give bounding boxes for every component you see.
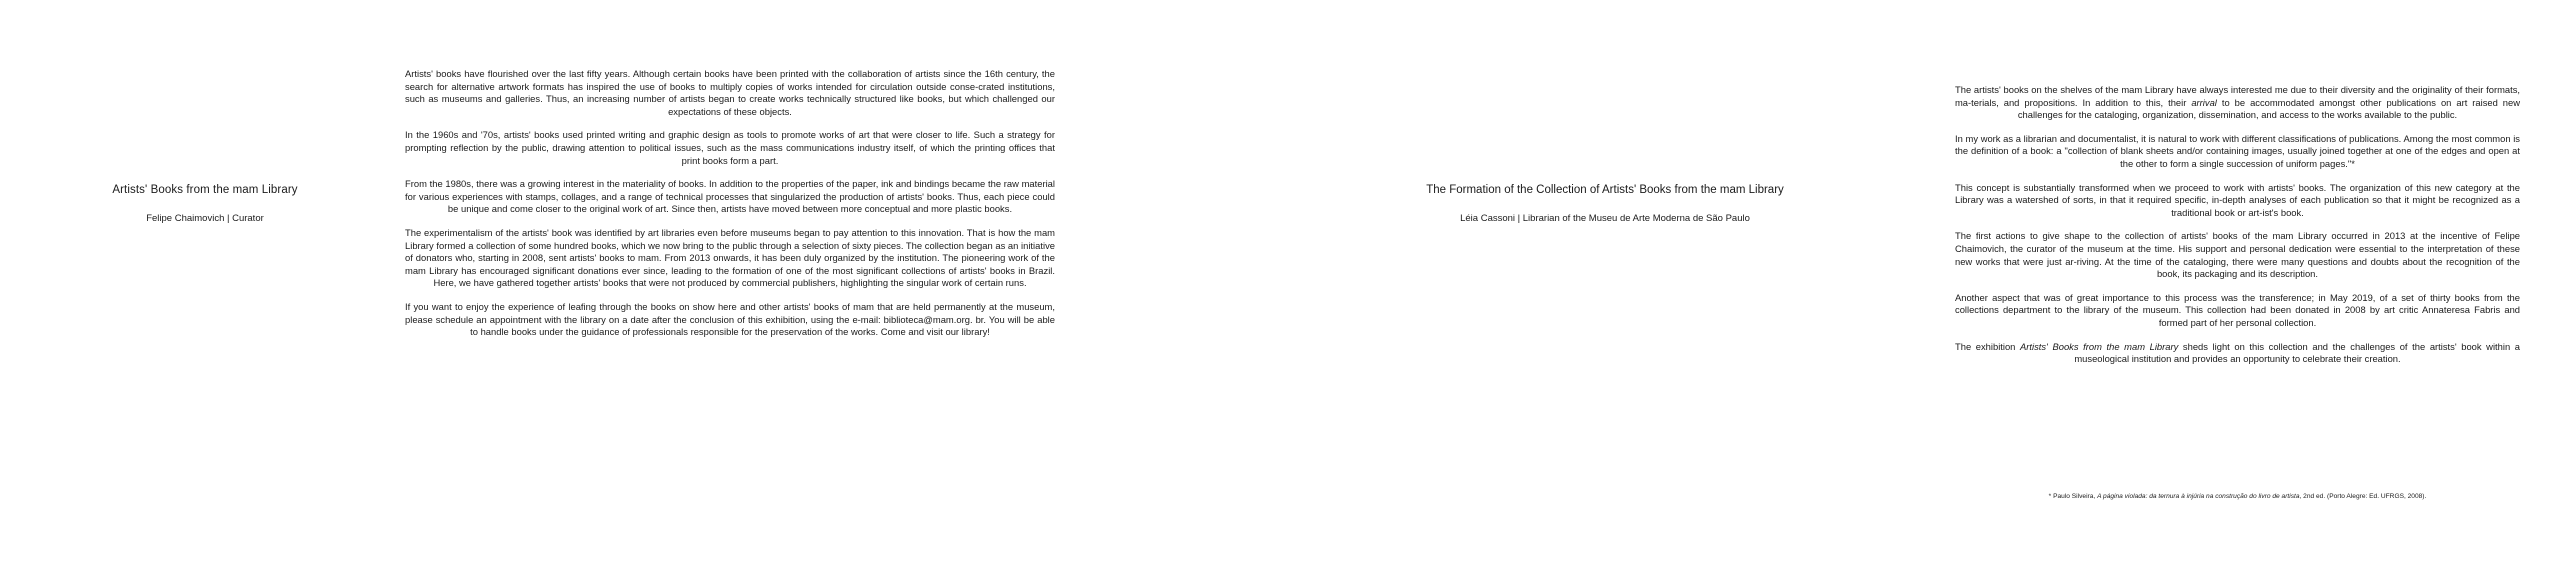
right-panel-title: The Formation of the Collection of Artists' Books from the mam Library <box>1426 184 1784 196</box>
right-paragraph-5: Another aspect that was of great importance to this process was the transference; in May 2019, of a set of thirty books from the collections department to the library of the museum. This collection had been donated in 2008 by art critic Annateresa Fabris and formed part of her personal collection. <box>1955 291 2520 328</box>
center-essay-column <box>405 68 1055 350</box>
right-paragraph-6: The exhibition Artists' Books from the mam Library sheds light on this collection and the challenges of the artists' book within a museological institution and provides an opportunity to celebrate their creation. <box>1955 340 2520 365</box>
left-panel-title: Artists' Books from the mam Library <box>112 184 298 196</box>
left-title-block <box>40 182 370 226</box>
right-paragraph-3: This concept is substantially transformed when we proceed to work with artists' books. The organization of this new category at the Library was a watershed of sorts, in that it required specific, in-depth analyses of each publication so that it might be recognized as a traditional book or art-ist's book. <box>1955 181 2520 218</box>
right-panel-author: Léia Cassoni | Librarian of the Museu de Arte Moderna de São Paulo <box>1460 213 1750 224</box>
right-paragraph-4: The first actions to give shape to the collection of artists' books of the mam Library occurred in 2013 at the incentive of Felipe Chaimovich, the curator of the museum at the time. His support and personal dedication were essential to the interpretation of these new works that were just ar-riving. At the time of the cataloging, there were many questions and doubts about the recognition of the book, its packaging and its description. <box>1955 230 2520 280</box>
center-paragraph-2: In the 1960s and '70s, artists' books used printed writing and graphic design as tools to promote works of art that were closer to life. Such a strategy for prompting reflection by the public, drawing attention to political issues, such as the mass communications industry itself, of which the printing offices that print books form a part. <box>405 129 1055 166</box>
left-panel-author: Felipe Chaimovich | Curator <box>146 213 264 224</box>
right-essay-column <box>1955 84 2520 377</box>
center-paragraph-5: If you want to enjoy the experience of leafing through the books on show here and other artists' books of mam that are held permanently at the museum, please schedule an appointment with the library on a date after the conclusion of this exhibition, using the e-mail: biblioteca@mam.org. br. You will be able to handle books under the guidance of professionals responsible for the preservation of the works. Come and visit our library! <box>405 300 1055 338</box>
center-paragraph-3: From the 1980s, there was a growing interest in the materiality of books. In addition to the properties of the paper, ink and bindings became the raw material for various experiences with stamps, collages, and a range of technical processes that singularized the production of artists' books. Thus, each piece could be unique and come closer to the original work of art. Since then, artists have moved between more conceptual and more plastic books. <box>405 178 1055 215</box>
right-title-block <box>1275 182 1935 226</box>
footnote-marker: * <box>2048 493 2052 500</box>
center-paragraph-1: Artists' books have flourished over the last fifty years. Although certain books have been printed with the collaboration of artists since the 16th century, the search for alternative artwork formats has inspired the use of books to multiply copies of works intended for circulation outside conse-crated institutions, such as museums and galleries. Thus, an increasing number of artists began to create works technically structured like books, but which challenged our expectations of these objects. <box>405 68 1055 117</box>
footnote <box>1955 492 2520 502</box>
right-paragraph-1: The artists' books on the shelves of the mam Library have always interested me due to their diversity and the originality of their formats, ma-terials, and propositions. In addition to this, their arrival to be accommodated amongst other publications on art raised new challenges for the cataloging, organization, dissemination, and access to the works available to the public. <box>1955 84 2520 121</box>
footnote-text: Paulo Silveira, A página violada: da ternura à injúria na construção do livro de artista, 2nd ed. (Porto Alegre: Ed. UFRGS, 2008). <box>2053 493 2427 500</box>
right-paragraph-2: In my work as a librarian and documentalist, it is natural to work with different classifications of publications. Among the most common is the definition of a book: a "collection of blank sheets and/or containing images, usually joined together at one of the edges and open at the other to form a single succession of uniform pages."* <box>1955 132 2520 169</box>
center-paragraph-4: The experimentalism of the artists' book was identified by art libraries even before museums began to pay attention to this innovation. That is how the mam Library formed a collection of some hundred books, which we now bring to the public through a selection of sixty pieces. The collection began as an initiative of donators who, starting in 2008, sent artists' books to mam. From 2013 onwards, it has been duly organized by the institution. The pioneering work of the mam Library has encouraged significant donations ever since, leading to the formation of one of the most significant collections of artists' books in Brazil. Here, we have gathered together artists' books that were not produced by commercial publishers, highlighting the singular work of certain runs. <box>405 226 1055 289</box>
